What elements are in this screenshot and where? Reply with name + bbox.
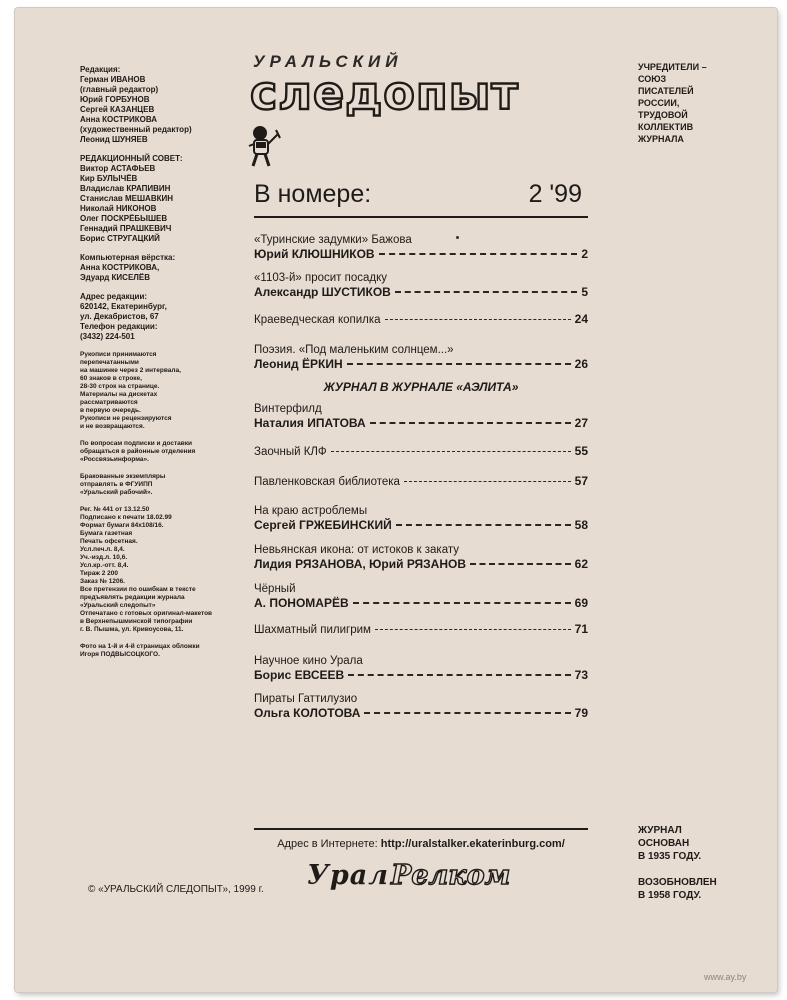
staff-column <box>80 65 240 668</box>
toc-entry <box>254 544 588 571</box>
photo-credit-line: Игоря ПОДВЫСОЦКОГО. <box>80 651 160 658</box>
toc-page-number: 27 <box>574 416 588 430</box>
toc-article-title: Винтерфилд <box>254 403 322 415</box>
toc-leader <box>364 712 570 714</box>
toc-page-number: 79 <box>574 706 588 720</box>
founders-line: КОЛЛЕКТИВ <box>638 122 694 132</box>
manuscripts-note-line: перепечатанными <box>80 359 139 366</box>
council-member: Борис СТРУГАЦКИЙ <box>80 234 160 243</box>
layout-credit: Анна КОСТРИКОВА, <box>80 263 160 272</box>
toc-leader <box>353 602 571 604</box>
internet-label: Адрес в Интернете: <box>277 838 378 850</box>
photo-credit-block <box>80 643 240 659</box>
subscription-note-line: «Россвязьинформа». <box>80 456 149 463</box>
toc-author: Сергей ГРЖЕБИНСКИЙ <box>254 518 392 532</box>
address-line: 620142, Екатеринбург, <box>80 302 167 311</box>
toc-section-title: ЖУРНАЛ В ЖУРНАЛЕ «АЭЛИТА» <box>323 380 519 394</box>
founders-line: РОССИИ, <box>638 98 680 108</box>
copyright: © «УРАЛЬСКИЙ СЛЕДОПЫТ», 1999 г. <box>88 884 264 895</box>
founders-column <box>638 61 748 145</box>
uralrelkom-logo <box>307 860 510 891</box>
manuscripts-note-line: на машинке через 2 интервала, <box>80 367 181 374</box>
toc-author: Борис ЕВСЕЕВ <box>254 668 345 682</box>
founders-line: ЖУРНАЛА <box>638 134 684 144</box>
toc-entry <box>254 622 588 636</box>
toc-page-number: 57 <box>574 474 588 488</box>
print-info-line: Подписано к печати 18.02.99 <box>80 514 172 521</box>
toc-leader <box>470 563 571 565</box>
layout-block <box>80 253 240 283</box>
toc-entry <box>254 693 588 720</box>
print-info-line: предъявлять редакции журнала <box>80 594 185 601</box>
toc-leader <box>404 481 571 482</box>
toc-leader <box>370 422 571 424</box>
print-info-line: Все претензии по ошибкам в тексте <box>80 586 196 593</box>
toc-entry <box>254 583 588 610</box>
internet-url[interactable]: http://uralstalker.ekaterinburg.com/ <box>380 838 565 850</box>
explorer-mascot-icon <box>246 124 282 168</box>
founded-line: В 1935 ГОДУ. <box>638 851 702 862</box>
toc-page-number: 26 <box>574 357 588 371</box>
toc-page-number: 55 <box>574 444 588 458</box>
toc-article-title: «Туринские задумки» Бажова <box>254 234 412 246</box>
manuscripts-block <box>80 351 240 431</box>
founders-line: ПИСАТЕЛЕЙ <box>638 86 694 96</box>
toc-rubric: Заочный КЛФ <box>254 446 327 458</box>
toc-section-heading <box>254 380 588 394</box>
toc-entry <box>254 312 588 326</box>
layout-label: Компьютерная вёрстка: <box>80 253 176 262</box>
toc-page-number: 24 <box>574 312 588 326</box>
toc-page-number: 58 <box>574 518 588 532</box>
print-info-block <box>80 506 240 634</box>
manuscripts-note-line: Рукописи не рецензируются <box>80 415 172 422</box>
manuscripts-note-line: Рукописи принимаются <box>80 351 157 358</box>
founders-line: ТРУДОВОЙ <box>638 110 688 120</box>
toc-author: Леонид ЁРКИН <box>254 357 343 371</box>
logo-relkom: Релком <box>391 860 511 891</box>
manuscripts-note-line: и не возвращаются. <box>80 423 145 430</box>
toc-entry <box>254 655 588 682</box>
toc-page-number: 69 <box>574 596 588 610</box>
council-member: Станислав МЕШАВКИН <box>80 194 174 203</box>
toc-leader <box>395 291 577 293</box>
toc-article-title: На краю астроблемы <box>254 505 368 517</box>
toc-page-number: 71 <box>574 622 588 636</box>
council-member: Кир БУЛЫЧЁВ <box>80 174 138 183</box>
issue-number: 2 '99 <box>528 180 582 208</box>
issue-header <box>254 176 588 218</box>
subscription-note-line: обращаться в районные отделения <box>80 448 196 455</box>
masthead-logo: следопыт <box>250 66 519 120</box>
editor-line: Сергей КАЗАНЦЕВ <box>80 105 155 114</box>
manuscripts-note-line: 28-30 строк на странице. <box>80 383 160 390</box>
toc-author: Александр ШУСТИКОВ <box>254 285 391 299</box>
print-info-line: Печать офсетная. <box>80 538 138 545</box>
internet-address <box>256 838 586 850</box>
toc-article-title: Невьянская икона: от истоков к закату <box>254 544 459 556</box>
founded-line: ВОЗОБНОВЛЕН <box>638 877 717 888</box>
subscription-block <box>80 440 240 464</box>
toc-entry <box>254 272 588 299</box>
editor-line: Герман ИВАНОВ <box>80 75 146 84</box>
toc-rubric: Шахматный пилигрим <box>254 624 371 636</box>
council-block <box>80 154 240 244</box>
manuscripts-note-line: рассматриваются <box>80 399 138 406</box>
council-member: Николай НИКОНОВ <box>80 204 157 213</box>
editors-block <box>80 65 240 145</box>
toc-article-title: «1103-й» просит посадку <box>254 272 388 284</box>
toc-leader <box>379 253 578 255</box>
toc-entry <box>254 234 588 261</box>
toc-page-number: 2 <box>581 247 588 261</box>
toc-entry <box>254 505 588 532</box>
layout-credit: Эдуард КИСЕЛЁВ <box>80 273 151 282</box>
print-info-line: Уч.-изд.л. 10,6. <box>80 554 128 561</box>
toc-author: Лидия РЯЗАНОВА, Юрий РЯЗАНОВ <box>254 557 467 571</box>
defects-block <box>80 473 240 497</box>
toc-article-title: Научное кино Урала <box>254 655 363 667</box>
editor-line: Леонид ШУНЯЕВ <box>80 135 148 144</box>
founded-line: ОСНОВАН <box>638 838 690 849</box>
editors-label: Редакция: <box>80 65 121 74</box>
print-info-line: Усл.печ.л. 8,4. <box>80 546 125 553</box>
toc-article-title: Чёрный <box>254 583 296 595</box>
founded-note <box>638 824 717 902</box>
logo-ural: Урал <box>307 860 390 891</box>
print-info-line: Отпечатано с готовых оригинал-макетов <box>80 610 213 617</box>
address-line: Телефон редакции: <box>80 322 158 331</box>
toc-leader <box>348 674 570 676</box>
print-info-line: Рег. № 441 от 13.12.50 <box>80 506 150 513</box>
defects-note-line: «Уральский рабочий». <box>80 489 153 496</box>
footer-rule <box>254 828 588 830</box>
photo-credit-line: Фото на 1-й и 4-й страницах обложки <box>80 643 200 650</box>
toc-rubric: Краеведческая копилка <box>254 314 381 326</box>
editor-line: (художественный редактор) <box>80 125 192 134</box>
toc-entry <box>254 474 588 488</box>
print-info-line: г. В. Пышма, ул. Кривоусова, 11. <box>80 626 184 633</box>
toc-author: А. ПОНОМАРЁВ <box>254 596 349 610</box>
address-line: Адрес редакции: <box>80 292 148 301</box>
council-member: Виктор АСТАФЬЕВ <box>80 164 156 173</box>
editor-line: Анна КОСТРИКОВА <box>80 115 158 124</box>
toc-author: Ольга КОЛОТОВА <box>254 706 361 720</box>
toc-author: Наталия ИПАТОВА <box>254 416 366 430</box>
toc-page-number: 62 <box>574 557 588 571</box>
print-info-line: Бумага газетная <box>80 530 133 537</box>
toc-page-number: 5 <box>581 285 588 299</box>
toc-rubric: Павленковская библиотека <box>254 476 400 488</box>
defects-note-line: Бракованные экземпляры <box>80 473 166 480</box>
toc-leader <box>385 319 571 320</box>
founded-line: В 1958 ГОДУ. <box>638 890 702 901</box>
council-label: РЕДАКЦИОННЫЙ СОВЕТ: <box>80 154 183 163</box>
manuscripts-note-line: 60 знаков в строке, <box>80 375 142 382</box>
toc-article-title: Пираты Гаттилузио <box>254 693 358 705</box>
print-info-line: Тираж 2 200 <box>80 570 118 577</box>
editor-line: Юрий ГОРБУНОВ <box>80 95 150 104</box>
founders-line: СОЮЗ <box>638 74 667 84</box>
toc-page-number: 73 <box>574 668 588 682</box>
print-info-line: Формат бумаги 84х108/16. <box>80 522 164 529</box>
manuscripts-note-line: в первую очередь. <box>80 407 141 414</box>
founded-line <box>638 863 717 876</box>
toc-author: Юрий КЛЮШНИКОВ <box>254 247 375 261</box>
founders-line: УЧРЕДИТЕЛИ – <box>638 62 707 72</box>
defects-note-line: отправлять в ФГУИПП <box>80 481 153 488</box>
council-member: Олег ПОСКРЁБЫШЕВ <box>80 214 168 223</box>
toc-leader <box>396 524 571 526</box>
print-info-line: Усл.кр.-отт. 8,4. <box>80 562 129 569</box>
toc-leader <box>347 363 571 365</box>
toc-article-title: Поэзия. «Под маленьким солнцем...» <box>254 344 454 356</box>
subscription-note-line: По вопросам подписки и доставки <box>80 440 193 447</box>
print-info-line: «Уральский следопыт» <box>80 602 156 609</box>
print-info-line: Заказ № 1206. <box>80 578 125 585</box>
toc-entry <box>254 403 588 430</box>
address-line: ул. Декабристов, 67 <box>80 312 159 321</box>
address-line: (3432) 224-501 <box>80 332 135 341</box>
founded-line: ЖУРНАЛ <box>638 825 682 836</box>
address-block <box>80 292 240 342</box>
council-member: Владислав КРАПИВИН <box>80 184 171 193</box>
watermark: www.ay.by <box>704 972 747 982</box>
manuscripts-note-line: Материалы на дискетах <box>80 391 158 398</box>
masthead-subtitle: УРАЛЬСКИЙ <box>253 52 403 71</box>
council-member: Геннадий ПРАШКЕВИЧ <box>80 224 172 233</box>
toc-entry <box>254 444 588 458</box>
toc-entry <box>254 344 588 371</box>
editor-line: (главный редактор) <box>80 85 159 94</box>
print-info-line: в Верхнепышминской типографии <box>80 618 193 625</box>
contents-title: В номере: <box>254 180 372 208</box>
toc-leader <box>331 451 571 452</box>
toc-leader <box>375 629 571 630</box>
